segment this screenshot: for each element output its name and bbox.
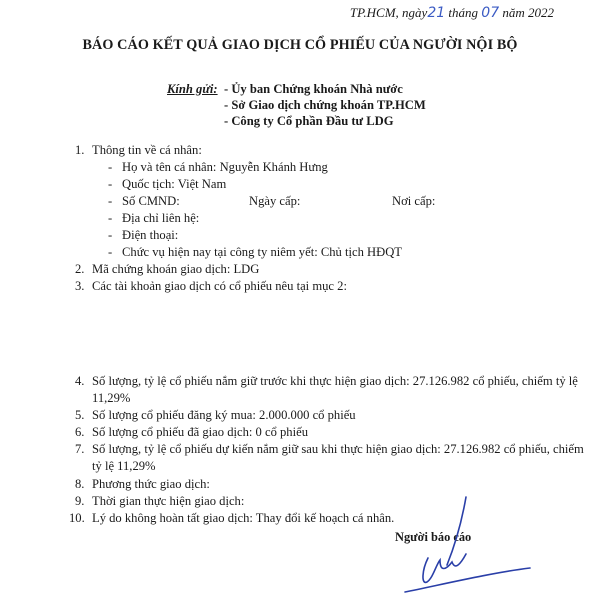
- item-text: Phương thức giao dịch:: [92, 477, 210, 491]
- item-number: 9.: [75, 494, 85, 508]
- item-text: Số lượng cổ phiếu đăng ký mua: 2.000.000 cổ phiếu: [92, 408, 356, 422]
- item-text: Lý do không hoàn tất giao dịch: Thay đổi kế hoạch cá nhân.: [92, 511, 395, 525]
- id-number: Số CMND:: [122, 194, 180, 208]
- bullet-dash: -: [108, 228, 113, 242]
- item-text: Số lượng, tỷ lệ cổ phiếu dự kiến nắm giữ sau khi thực hiện giao dịch: 27.126.982 cổ phiếu, chiếm: [92, 442, 584, 456]
- full-name: Họ và tên cá nhân: Nguyễn Khánh Hưng: [122, 160, 328, 174]
- recipient: - Sở Giao dịch chứng khoán TP.HCM: [224, 98, 426, 112]
- section-personal-info: Thông tin về cá nhân:: [92, 143, 202, 157]
- item-number: 10.: [69, 511, 85, 525]
- item-number: 5.: [75, 408, 85, 422]
- date-year: năm 2022: [502, 5, 554, 20]
- recipient: - Công ty Cổ phần Đầu tư LDG: [224, 114, 394, 128]
- date-month: 07: [481, 5, 500, 21]
- item-text-cont: tỷ lệ 11,29%: [92, 459, 156, 473]
- item-number: 6.: [75, 425, 85, 439]
- date-month-label: tháng: [448, 5, 479, 20]
- item-number: 4.: [75, 374, 85, 388]
- bullet-dash: -: [108, 245, 113, 259]
- bullet-dash: -: [108, 177, 113, 191]
- item-number: 7.: [75, 442, 85, 456]
- item-text: Thời gian thực hiện giao dịch:: [92, 494, 245, 508]
- recipient: - Ủy ban Chứng khoán Nhà nước: [224, 82, 403, 96]
- item-number: 2.: [75, 262, 85, 276]
- date-prefix: TP.HCM, ngày: [349, 5, 428, 20]
- item-text: Số lượng cổ phiếu đã giao dịch: 0 cổ phiếu: [92, 425, 308, 439]
- position: Chức vụ hiện nay tại công ty niêm yết: Chủ tịch HĐQT: [122, 245, 402, 259]
- nationality: Quốc tịch: Việt Nam: [122, 177, 227, 191]
- item-text: Các tài khoản giao dịch có cổ phiếu nêu tại mục 2:: [92, 279, 347, 293]
- id-issue-date: Ngày cấp:: [249, 194, 301, 208]
- phone: Điện thoại:: [122, 228, 179, 242]
- recipients-label: Kính gửi:: [167, 82, 218, 96]
- item-text: Số lượng, tỷ lệ cổ phiếu nắm giữ trước khi thực hiện giao dịch: 27.126.982 cổ phiếu, chiếm tỷ lệ: [92, 374, 578, 388]
- item-number: 3.: [75, 279, 85, 293]
- date-day: 21: [427, 5, 446, 21]
- address: Địa chỉ liên hệ:: [122, 211, 200, 225]
- document-title: BÁO CÁO KẾT QUẢ GIAO DỊCH CỔ PHIẾU CỦA NGƯỜI NỘI BỘ: [82, 37, 518, 53]
- item-number: 1.: [75, 143, 85, 157]
- signer-label: Người báo cáo: [395, 530, 472, 544]
- bullet-dash: -: [108, 194, 113, 208]
- item-text-cont: 11,29%: [92, 391, 131, 405]
- bullet-dash: -: [108, 211, 113, 225]
- item-number: 8.: [75, 477, 85, 491]
- id-issue-place: Nơi cấp:: [392, 194, 436, 208]
- item-text: Mã chứng khoán giao dịch: LDG: [92, 262, 260, 276]
- bullet-dash: -: [108, 160, 113, 174]
